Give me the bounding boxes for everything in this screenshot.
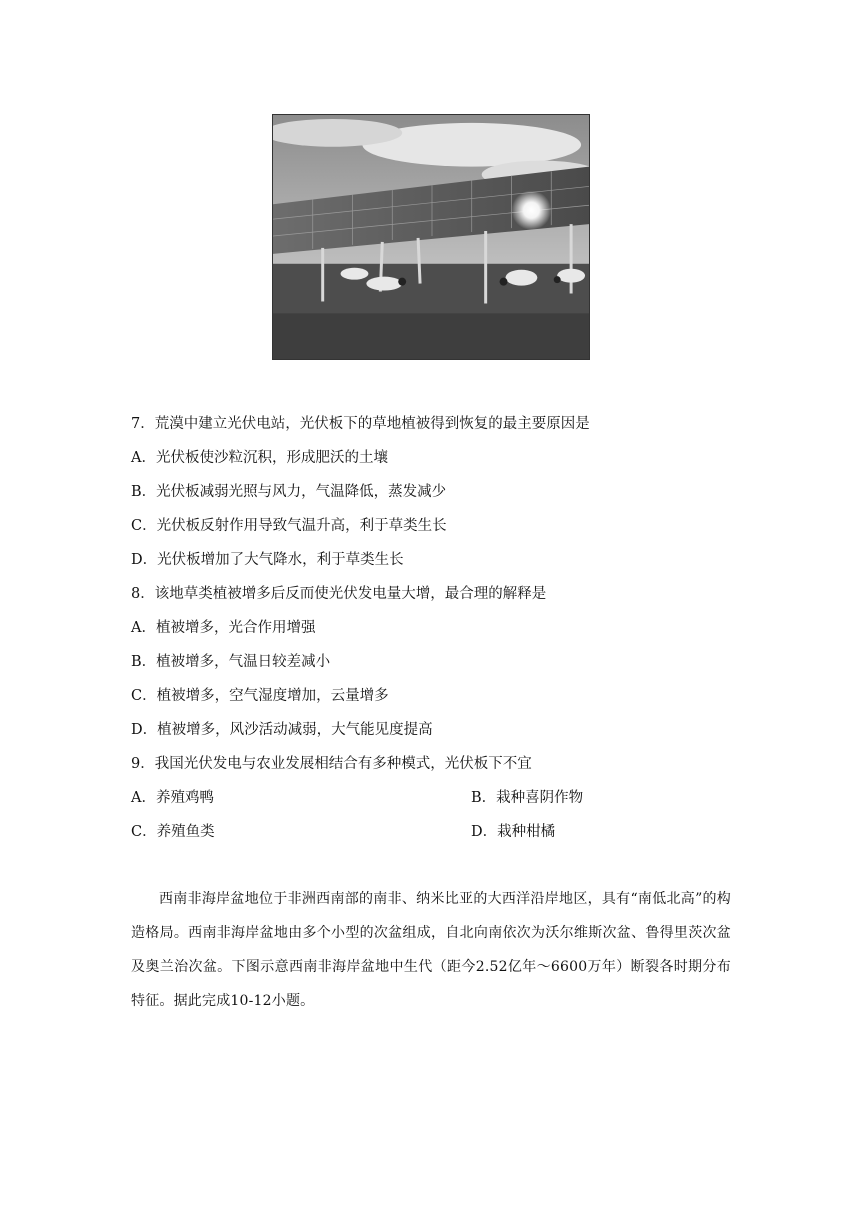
question-9-option-d: D．栽种柑橘	[471, 824, 556, 840]
question-8-option-d: D．植被增多，风沙活动减弱，大气能见度提高	[131, 722, 433, 738]
question-7-option-c: C．光伏板反射作用导致气温升高，利于草类生长	[131, 518, 447, 534]
question-8-option-a: A．植被增多，光合作用增强	[131, 620, 316, 636]
question-8-option-c: C．植被增多，空气湿度增加，云量增多	[131, 688, 389, 704]
question-8-stem: 8．该地草类植被增多后反而使光伏发电量大增，最合理的解释是	[131, 586, 547, 602]
solar-panel-sheep-photo	[272, 114, 590, 360]
question-9-option-a: A．养殖鸡鸭	[131, 790, 214, 806]
reading-passage: 西南非海岸盆地位于非洲西南部的南非、纳米比亚的大西洋沿岸地区，具有“南低北高”的构造格局。西南非海岸盆地由多个小型的次盆组成，自北向南依次为沃尔维斯次盆、鲁得里茨次盆及奥兰治次盆。下图示意西南非海岸盆地中生代（距今2.52亿年～6600万年）断裂各时期分布特征。据此完成10-12小题。	[131, 891, 731, 1009]
question-7-option-a: A．光伏板使沙粒沉积，形成肥沃的土壤	[131, 450, 388, 466]
question-9-option-c: C．养殖鱼类	[131, 824, 215, 840]
question-8-option-b: B．植被增多，气温日较差减小	[131, 654, 331, 670]
photo-illustration	[273, 115, 589, 359]
question-7-option-d: D．光伏板增加了大气降水，利于草类生长	[131, 552, 404, 568]
question-7-stem: 7．荒漠中建立光伏电站，光伏板下的草地植被得到恢复的最主要原因是	[131, 416, 590, 432]
question-7-option-b: B．光伏板减弱光照与风力，气温降低，蒸发减少	[131, 484, 447, 500]
question-9-stem: 9．我国光伏发电与农业发展相结合有多种模式，光伏板下不宜	[131, 756, 532, 772]
question-9-option-b: B．栽种喜阴作物	[471, 790, 584, 806]
